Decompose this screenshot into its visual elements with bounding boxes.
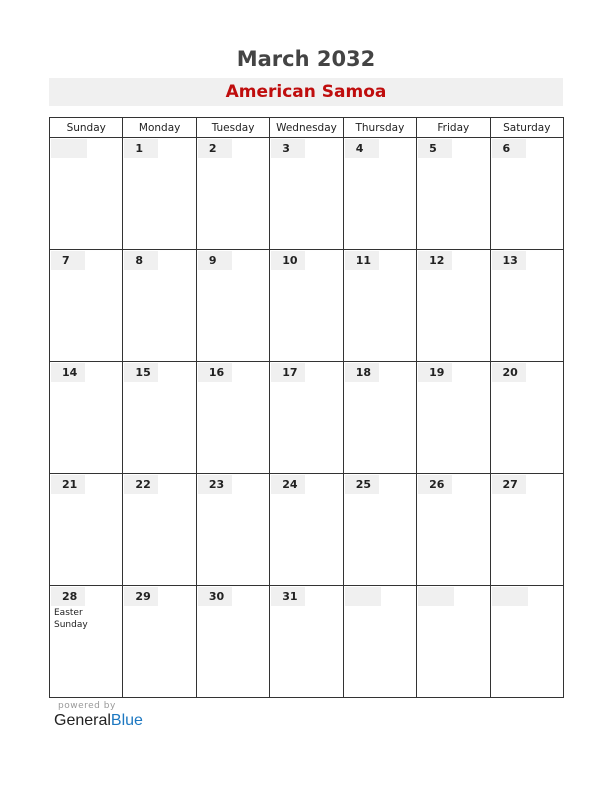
- powered-by-text: powered by: [58, 701, 116, 711]
- weekday-header: Wednesday: [270, 118, 343, 138]
- week-row: [50, 250, 564, 362]
- week-row: [50, 474, 564, 586]
- region-title: American Samoa: [49, 78, 563, 106]
- day-number: [345, 587, 381, 606]
- day-number: 29: [124, 587, 158, 606]
- day-cell: [50, 586, 123, 698]
- holiday-label: Easter Sunday: [54, 608, 88, 630]
- day-number: 18: [345, 363, 379, 382]
- day-number: 13: [492, 251, 526, 270]
- week-row: [50, 362, 564, 474]
- day-cell: [123, 138, 196, 250]
- day-number: 4: [345, 139, 379, 158]
- day-number: 16: [198, 363, 232, 382]
- weekday-header: Friday: [417, 118, 490, 138]
- day-number: 20: [492, 363, 526, 382]
- day-cell: [270, 586, 343, 698]
- day-cell: [343, 362, 416, 474]
- day-number: 21: [51, 475, 85, 494]
- day-number: 30: [198, 587, 232, 606]
- day-cell: [270, 474, 343, 586]
- generalblue-logo[interactable]: [54, 712, 143, 730]
- day-cell: [196, 250, 269, 362]
- day-cell: [490, 586, 563, 698]
- weekday-header: Sunday: [50, 118, 123, 138]
- day-cell: [196, 138, 269, 250]
- day-number: 28: [51, 587, 85, 606]
- day-number: 19: [418, 363, 452, 382]
- day-cell: [270, 362, 343, 474]
- day-cell: [50, 474, 123, 586]
- day-cell: [417, 250, 490, 362]
- day-cell: [270, 250, 343, 362]
- day-cell: [123, 362, 196, 474]
- day-cell: [123, 474, 196, 586]
- day-number: [51, 139, 87, 158]
- day-number: 5: [418, 139, 452, 158]
- day-cell: [417, 586, 490, 698]
- day-number: 23: [198, 475, 232, 494]
- weekday-header: Thursday: [343, 118, 416, 138]
- day-cell: [490, 138, 563, 250]
- day-cell: [50, 138, 123, 250]
- weekday-header: Tuesday: [196, 118, 269, 138]
- day-cell: [343, 474, 416, 586]
- day-cell: [270, 138, 343, 250]
- day-cell: [196, 474, 269, 586]
- day-cell: [50, 362, 123, 474]
- day-number: 25: [345, 475, 379, 494]
- brand-general: General: [54, 712, 111, 729]
- week-row: [50, 586, 564, 698]
- day-cell: [490, 250, 563, 362]
- day-cell: [417, 362, 490, 474]
- day-number: 17: [271, 363, 305, 382]
- day-cell: [490, 362, 563, 474]
- day-number: 3: [271, 139, 305, 158]
- calendar-grid: [49, 117, 564, 698]
- day-cell: [343, 586, 416, 698]
- day-number: 14: [51, 363, 85, 382]
- day-number: 12: [418, 251, 452, 270]
- day-number: 22: [124, 475, 158, 494]
- day-number: 8: [124, 251, 158, 270]
- day-number: 31: [271, 587, 305, 606]
- day-cell: [343, 138, 416, 250]
- weekday-header-row: [50, 118, 564, 138]
- day-number: 7: [51, 251, 85, 270]
- weekday-header: Monday: [123, 118, 196, 138]
- brand-blue: Blue: [110, 712, 143, 729]
- day-cell: [196, 362, 269, 474]
- day-cell: [417, 138, 490, 250]
- week-row: [50, 138, 564, 250]
- day-number: 10: [271, 251, 305, 270]
- day-number: 9: [198, 251, 232, 270]
- day-cell: [490, 474, 563, 586]
- day-cell: [123, 250, 196, 362]
- day-number: 1: [124, 139, 158, 158]
- day-number: 27: [492, 475, 526, 494]
- day-cell: [50, 250, 123, 362]
- day-number: [418, 587, 454, 606]
- day-number: 24: [271, 475, 305, 494]
- page-title: March 2032: [236, 47, 376, 71]
- day-number: 2: [198, 139, 232, 158]
- day-cell: [196, 586, 269, 698]
- day-cell: [123, 586, 196, 698]
- day-cell: [417, 474, 490, 586]
- day-number: 6: [492, 139, 526, 158]
- weekday-header: Saturday: [490, 118, 563, 138]
- day-cell: [343, 250, 416, 362]
- day-number: 11: [345, 251, 379, 270]
- day-number: 26: [418, 475, 452, 494]
- day-number: 15: [124, 363, 158, 382]
- day-number: [492, 587, 528, 606]
